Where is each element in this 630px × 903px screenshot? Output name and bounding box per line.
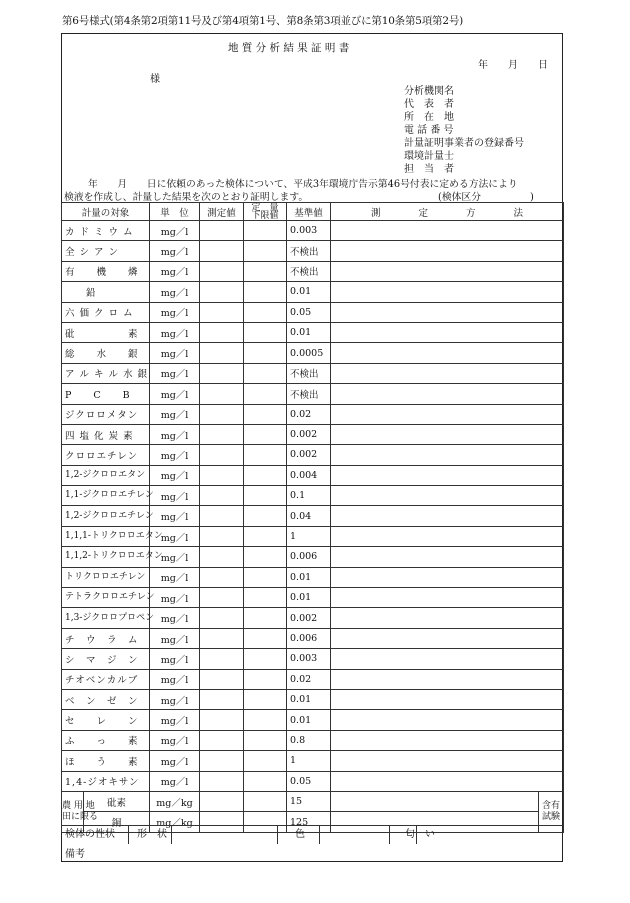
row-target: トリクロロエチレン bbox=[62, 567, 150, 587]
row-limit bbox=[244, 730, 287, 750]
row-method bbox=[331, 445, 564, 465]
row-standard: 0.004 bbox=[287, 465, 331, 485]
table-row bbox=[62, 547, 564, 567]
row-measured bbox=[200, 363, 244, 383]
issuer-person: 担 当 者 bbox=[404, 164, 454, 175]
row-unit: mg／l bbox=[150, 730, 200, 750]
row-target: 砒 素 bbox=[62, 322, 150, 342]
row-measured bbox=[200, 465, 244, 485]
row-standard: 0.006 bbox=[287, 547, 331, 567]
row-standard: 1 bbox=[287, 526, 331, 546]
row-limit bbox=[244, 547, 287, 567]
row-measured bbox=[200, 730, 244, 750]
row-method bbox=[331, 710, 564, 730]
table-row bbox=[62, 404, 564, 424]
row-measured bbox=[200, 241, 244, 261]
row-standard: 不検出 bbox=[287, 261, 331, 281]
row-target: テトラクロロエチレン bbox=[62, 588, 150, 608]
row-standard: 0.05 bbox=[287, 302, 331, 322]
row-limit bbox=[244, 526, 287, 546]
row-limit bbox=[244, 649, 287, 669]
row-unit: mg／l bbox=[150, 771, 200, 791]
row-measured bbox=[200, 526, 244, 546]
row-limit bbox=[244, 424, 287, 444]
row-limit bbox=[244, 221, 287, 241]
row-limit bbox=[244, 608, 287, 628]
row-method bbox=[331, 588, 564, 608]
row-standard: 不検出 bbox=[287, 363, 331, 383]
row-standard: 0.006 bbox=[287, 628, 331, 648]
row-unit: mg／l bbox=[150, 261, 200, 281]
row-unit: mg／l bbox=[150, 649, 200, 669]
row-measured bbox=[200, 221, 244, 241]
row-method bbox=[331, 486, 564, 506]
row-measured bbox=[200, 689, 244, 709]
row-method bbox=[331, 241, 564, 261]
row-standard: 0.01 bbox=[287, 322, 331, 342]
row-limit bbox=[244, 465, 287, 485]
row-target: チ ウ ラ ム bbox=[62, 628, 150, 648]
header-measured: 測定値 bbox=[200, 203, 244, 221]
table-row bbox=[62, 322, 564, 342]
row-unit: mg／l bbox=[150, 689, 200, 709]
row-method bbox=[331, 465, 564, 485]
farmland-target: 砒素 bbox=[84, 791, 150, 811]
row-method bbox=[331, 363, 564, 383]
farmland-limit bbox=[244, 791, 287, 811]
row-method bbox=[331, 404, 564, 424]
row-measured bbox=[200, 302, 244, 322]
row-measured bbox=[200, 486, 244, 506]
row-measured bbox=[200, 322, 244, 342]
row-unit: mg／l bbox=[150, 445, 200, 465]
row-target: ジクロロメタン bbox=[62, 404, 150, 424]
statement-line-1: 年 月 日に依頼のあった検体について、平成3年環境庁告示第46号付表に定める方法により bbox=[88, 179, 518, 190]
properties-smell-label: 匂 い bbox=[405, 829, 435, 840]
row-standard: 0.002 bbox=[287, 445, 331, 465]
row-method bbox=[331, 343, 564, 363]
table-row bbox=[62, 465, 564, 485]
table-row bbox=[62, 588, 564, 608]
row-target: セ レ ン bbox=[62, 710, 150, 730]
row-unit: mg／l bbox=[150, 384, 200, 404]
row-limit bbox=[244, 588, 287, 608]
row-target: 1,2-ジクロロエチレン bbox=[62, 506, 150, 526]
properties-color-label: 色 bbox=[295, 829, 305, 840]
row-standard: 0.01 bbox=[287, 710, 331, 730]
row-standard: 0.8 bbox=[287, 730, 331, 750]
row-target: 全 シ ア ン bbox=[62, 241, 150, 261]
row-method bbox=[331, 628, 564, 648]
results-table bbox=[61, 202, 564, 833]
table-row bbox=[62, 506, 564, 526]
issuer-org: 分析機関名 bbox=[404, 86, 454, 97]
row-measured bbox=[200, 608, 244, 628]
table-row bbox=[62, 608, 564, 628]
farmland-measured bbox=[200, 791, 244, 811]
header-standard: 基準値 bbox=[287, 203, 331, 221]
row-unit: mg／l bbox=[150, 710, 200, 730]
row-method bbox=[331, 771, 564, 791]
row-target: 1,3-ジクロロプロペン bbox=[62, 608, 150, 628]
row-measured bbox=[200, 567, 244, 587]
row-limit bbox=[244, 343, 287, 363]
row-method bbox=[331, 322, 564, 342]
row-standard: 1 bbox=[287, 751, 331, 771]
row-measured bbox=[200, 547, 244, 567]
row-method bbox=[331, 608, 564, 628]
row-method bbox=[331, 547, 564, 567]
row-unit: mg／l bbox=[150, 302, 200, 322]
date-line: 年 月 日 bbox=[478, 60, 548, 71]
row-measured bbox=[200, 384, 244, 404]
row-limit bbox=[244, 689, 287, 709]
statement-line-2: 検液を作成し、計量した結果を次のとおり証明します。 bbox=[64, 192, 309, 203]
row-standard: 不検出 bbox=[287, 384, 331, 404]
row-method bbox=[331, 730, 564, 750]
row-standard: 0.02 bbox=[287, 669, 331, 689]
properties-row bbox=[61, 825, 563, 844]
row-standard: 0.003 bbox=[287, 221, 331, 241]
row-standard: 0.02 bbox=[287, 404, 331, 424]
row-measured bbox=[200, 771, 244, 791]
row-target: ア ル キ ル 水 銀 bbox=[62, 363, 150, 383]
row-unit: mg／l bbox=[150, 547, 200, 567]
row-target: 鉛 bbox=[62, 282, 150, 302]
row-target: 四 塩 化 炭 素 bbox=[62, 424, 150, 444]
row-target: チオベンカルブ bbox=[62, 669, 150, 689]
row-standard: 0.01 bbox=[287, 689, 331, 709]
row-measured bbox=[200, 282, 244, 302]
row-limit bbox=[244, 302, 287, 322]
table-row bbox=[62, 445, 564, 465]
row-measured bbox=[200, 628, 244, 648]
row-unit: mg／l bbox=[150, 465, 200, 485]
row-target: 1,1,2-トリクロロエタン bbox=[62, 547, 150, 567]
header-unit: 単 位 bbox=[150, 203, 200, 221]
issuer-addr: 所 在 地 bbox=[404, 112, 454, 123]
row-limit bbox=[244, 567, 287, 587]
row-unit: mg／l bbox=[150, 588, 200, 608]
properties-shape-label: 形 状 bbox=[137, 829, 167, 840]
table-row bbox=[62, 771, 564, 791]
row-limit bbox=[244, 710, 287, 730]
header-target: 計量の対象 bbox=[62, 203, 150, 221]
row-target: ふ っ 素 bbox=[62, 730, 150, 750]
row-target: 総 水 銀 bbox=[62, 343, 150, 363]
row-target: カ ド ミ ウ ム bbox=[62, 221, 150, 241]
farmland-method bbox=[331, 791, 539, 811]
table-row bbox=[62, 363, 564, 383]
row-target: P C B bbox=[62, 384, 150, 404]
row-limit bbox=[244, 751, 287, 771]
row-target: 1,1-ジクロロエチレン bbox=[62, 486, 150, 506]
row-method bbox=[331, 649, 564, 669]
row-method bbox=[331, 526, 564, 546]
table-row bbox=[62, 241, 564, 261]
table-row bbox=[62, 261, 564, 281]
row-method bbox=[331, 751, 564, 771]
row-standard: 0.05 bbox=[287, 771, 331, 791]
row-standard: 0.003 bbox=[287, 649, 331, 669]
row-limit bbox=[244, 322, 287, 342]
table-row bbox=[62, 649, 564, 669]
row-measured bbox=[200, 710, 244, 730]
row-unit: mg／l bbox=[150, 241, 200, 261]
row-limit bbox=[244, 669, 287, 689]
issuer-rep: 代 表 者 bbox=[404, 99, 454, 110]
row-target: ほ う 素 bbox=[62, 751, 150, 771]
row-measured bbox=[200, 669, 244, 689]
farmland-target: 銅 bbox=[84, 812, 150, 832]
table-row bbox=[62, 526, 564, 546]
row-method bbox=[331, 669, 564, 689]
remarks-label: 備考 bbox=[65, 849, 85, 860]
row-target: 有 機 燐 bbox=[62, 261, 150, 281]
row-unit: mg／l bbox=[150, 608, 200, 628]
row-unit: mg／l bbox=[150, 628, 200, 648]
row-method bbox=[331, 689, 564, 709]
row-method bbox=[331, 384, 564, 404]
table-row bbox=[62, 669, 564, 689]
row-unit: mg／l bbox=[150, 567, 200, 587]
row-measured bbox=[200, 588, 244, 608]
header-method: 測 定 方 法 bbox=[331, 203, 564, 221]
row-unit: mg／l bbox=[150, 404, 200, 424]
row-target: 六 価 ク ロ ム bbox=[62, 302, 150, 322]
sample-class: (検体区分 ) bbox=[438, 192, 534, 203]
table-header-row bbox=[62, 203, 564, 221]
row-limit bbox=[244, 445, 287, 465]
table-row bbox=[62, 628, 564, 648]
row-unit: mg／l bbox=[150, 322, 200, 342]
farmland-label: 農 用 地 田に限る bbox=[62, 791, 84, 832]
table-row bbox=[62, 567, 564, 587]
row-unit: mg／l bbox=[150, 486, 200, 506]
row-measured bbox=[200, 751, 244, 771]
row-measured bbox=[200, 649, 244, 669]
table-row bbox=[62, 751, 564, 771]
farmland-standard: 15 bbox=[287, 791, 331, 811]
row-standard: 0.04 bbox=[287, 506, 331, 526]
row-standard: 0.002 bbox=[287, 424, 331, 444]
table-row bbox=[62, 384, 564, 404]
row-measured bbox=[200, 424, 244, 444]
row-standard: 0.01 bbox=[287, 282, 331, 302]
issuer-tel: 電 話 番 号 bbox=[404, 125, 454, 136]
table-row bbox=[62, 221, 564, 241]
row-standard: 不検出 bbox=[287, 241, 331, 261]
row-unit: mg／l bbox=[150, 343, 200, 363]
farmland-standard: 125 bbox=[287, 812, 331, 832]
row-measured bbox=[200, 506, 244, 526]
row-method bbox=[331, 567, 564, 587]
farmland-note: 含有 試験 bbox=[539, 791, 564, 832]
row-limit bbox=[244, 628, 287, 648]
row-measured bbox=[200, 404, 244, 424]
row-limit bbox=[244, 241, 287, 261]
row-standard: 0.1 bbox=[287, 486, 331, 506]
header-limit: 定 量 下限値 bbox=[244, 203, 287, 221]
table-row bbox=[62, 730, 564, 750]
row-target: 1,2-ジクロロエタン bbox=[62, 465, 150, 485]
table-row bbox=[62, 424, 564, 444]
row-limit bbox=[244, 282, 287, 302]
table-row bbox=[62, 486, 564, 506]
row-method bbox=[331, 221, 564, 241]
table-row bbox=[62, 282, 564, 302]
row-unit: mg／l bbox=[150, 282, 200, 302]
row-standard: 0.0005 bbox=[287, 343, 331, 363]
row-method bbox=[331, 261, 564, 281]
row-target: 1,1,1-トリクロロエタン bbox=[62, 526, 150, 546]
table-row bbox=[62, 689, 564, 709]
row-measured bbox=[200, 261, 244, 281]
row-unit: mg／l bbox=[150, 363, 200, 383]
row-unit: mg／l bbox=[150, 506, 200, 526]
row-limit bbox=[244, 506, 287, 526]
row-standard: 0.01 bbox=[287, 588, 331, 608]
table-row bbox=[62, 343, 564, 363]
issuer-reg: 計量証明事業者の登録番号 bbox=[404, 138, 524, 149]
table-row bbox=[62, 302, 564, 322]
row-unit: mg／l bbox=[150, 751, 200, 771]
addressee: 様 bbox=[150, 74, 160, 85]
row-limit bbox=[244, 486, 287, 506]
form-caption: 第6号様式(第4条第2項第11号及び第4項第1号、第8条第3項並びに第10条第5項第2号) bbox=[62, 15, 464, 27]
row-method bbox=[331, 282, 564, 302]
row-limit bbox=[244, 363, 287, 383]
row-method bbox=[331, 424, 564, 444]
page-title: 地 質 分 析 結 果 証 明 書 bbox=[228, 42, 350, 54]
row-limit bbox=[244, 261, 287, 281]
row-unit: mg／l bbox=[150, 221, 200, 241]
row-limit bbox=[244, 771, 287, 791]
properties-label: 検体の性状 bbox=[65, 829, 115, 840]
row-method bbox=[331, 302, 564, 322]
row-unit: mg／l bbox=[150, 526, 200, 546]
row-measured bbox=[200, 445, 244, 465]
farmland-row bbox=[62, 791, 564, 811]
row-target: 1,4-ジオキサン bbox=[62, 771, 150, 791]
issuer-measurer: 環境計量士 bbox=[404, 151, 454, 162]
row-standard: 0.01 bbox=[287, 567, 331, 587]
row-target: クロロエチレン bbox=[62, 445, 150, 465]
row-unit: mg／l bbox=[150, 424, 200, 444]
row-method bbox=[331, 506, 564, 526]
row-limit bbox=[244, 404, 287, 424]
farmland-unit: mg／kg bbox=[150, 791, 200, 811]
row-measured bbox=[200, 343, 244, 363]
row-standard: 0.002 bbox=[287, 608, 331, 628]
row-target: シ マ ジ ン bbox=[62, 649, 150, 669]
row-target: ベ ン ゼ ン bbox=[62, 689, 150, 709]
row-unit: mg／l bbox=[150, 669, 200, 689]
table-row bbox=[62, 710, 564, 730]
farmland-unit: mg／kg bbox=[150, 812, 200, 832]
row-limit bbox=[244, 384, 287, 404]
